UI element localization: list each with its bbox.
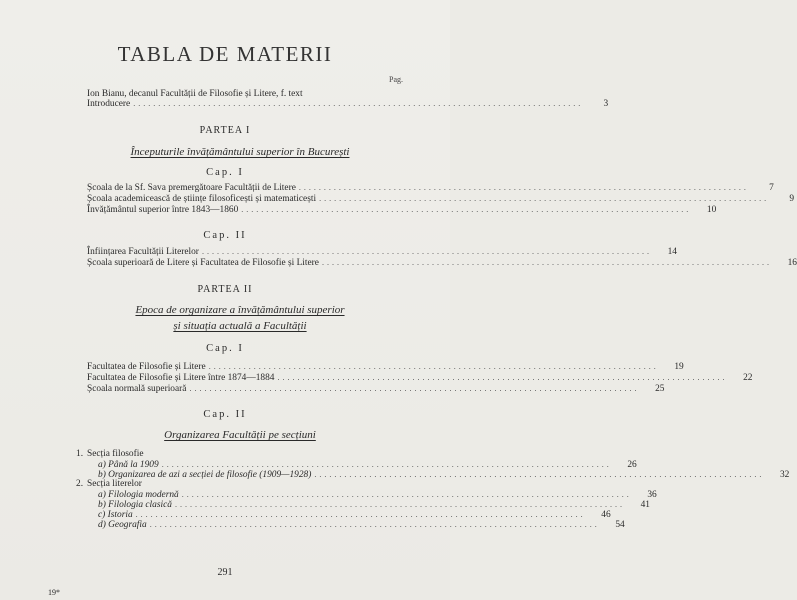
toc-entry — [87, 182, 774, 193]
part-title — [60, 144, 420, 160]
section-number: 1. — [76, 449, 84, 459]
chapter-title-text: Organizarea Facultății pe secțiuni — [164, 429, 316, 441]
toc-entry — [87, 257, 797, 268]
dot-leader: .......................................................................................... — [149, 520, 600, 529]
toc-entry — [87, 361, 684, 372]
toc-entry-label: Facultatea de Filosofie și Litere între 1874—1884 — [87, 373, 275, 383]
chapter-heading: Cap. I — [206, 343, 244, 354]
toc-entry-label: a) Până la 1909 — [98, 460, 159, 470]
dot-leader: .......................................................................................... — [174, 500, 625, 509]
toc-entry-label: Școala de la Sf. Sava premergătoare Facultății de Litere — [87, 183, 296, 193]
toc-entry-label: Școala normală superioară — [87, 384, 187, 394]
dot-leader: .......................................................................................... — [319, 194, 770, 203]
part-title — [60, 302, 420, 334]
toc-entry-page: 26 — [627, 460, 637, 470]
toc-entry-label: Școala academicească de științe filosoficești și matematicești — [87, 194, 317, 204]
dot-leader: .......................................................................................... — [314, 470, 765, 479]
toc-entry-page: 32 — [779, 470, 790, 480]
toc-entry-label: Introducere — [87, 99, 131, 109]
toc-entry — [87, 383, 665, 394]
chapter-heading: Cap. I — [206, 167, 244, 178]
part-title-line-1: Epoca de organizare a învățământului superior — [135, 304, 345, 316]
toc-entry-page: 19 — [674, 362, 684, 372]
dot-leader: .......................................................................................... — [133, 99, 584, 108]
toc-entry — [87, 193, 795, 204]
dot-leader: .......................................................................................... — [189, 384, 640, 393]
toc-entry-label: Învățământul superior între 1843—1860 — [87, 205, 239, 215]
toc-entry — [87, 98, 609, 109]
toc-entry-page: 41 — [640, 500, 650, 510]
toc-entry-label: Școala superioară de Litere și Facultatea de Filosofie și Litere — [87, 258, 319, 268]
section-number: 2. — [76, 479, 84, 489]
toc-entry-page: 10 — [706, 205, 717, 215]
page-title: TABLA DE MATERII — [117, 42, 333, 66]
part-heading: PARTEA I — [199, 125, 251, 136]
dot-leader: .......................................................................................... — [135, 510, 586, 519]
chapter-heading: Cap. II — [203, 230, 247, 241]
page-column-label: Pag. — [389, 75, 403, 84]
toc-entry-page: 22 — [743, 373, 753, 383]
toc-entry-label: Ion Bianu, decanul Facultății de Filosofie și Litere, f. text — [87, 89, 303, 99]
toc-entry-label: Secția filosofie — [87, 449, 144, 459]
toc-entry-label: a) Filologia modernă — [98, 490, 179, 500]
toc-entry-label: c) Istoria — [98, 510, 133, 520]
toc-entry-label: Înființarea Facultății Literelor — [87, 247, 199, 257]
page-number: 291 — [217, 567, 233, 578]
toc-entry-page: 9 — [789, 194, 795, 204]
part-title-text: Începuturile învățământului superior în București — [130, 146, 350, 158]
toc-entry-page: 54 — [615, 520, 625, 530]
toc-entry — [87, 204, 717, 215]
toc-entry — [87, 246, 677, 257]
dot-leader: .......................................................................................... — [321, 258, 772, 267]
toc-entry-page: 36 — [647, 490, 657, 500]
dot-leader: .......................................................................................... — [201, 247, 652, 256]
signature-mark: 19* — [48, 588, 60, 597]
toc-entry-page: 7 — [769, 183, 774, 193]
chapter-heading: Cap. II — [203, 409, 247, 420]
toc-entry — [87, 372, 753, 383]
toc-entry-page: 46 — [601, 510, 611, 520]
dot-leader: .......................................................................................... — [241, 205, 692, 214]
dot-leader: .......................................................................................... — [181, 490, 632, 499]
toc-entry-label: Secția literelor — [87, 479, 142, 489]
chapter-title — [60, 427, 420, 443]
part-heading: PARTEA II — [197, 284, 253, 295]
dot-leader: .......................................................................................... — [277, 373, 728, 382]
toc-entry-label: d) Geografia — [98, 520, 147, 530]
dot-leader: .......................................................................................... — [161, 460, 612, 469]
dot-leader: .......................................................................................... — [298, 183, 749, 192]
toc-entry-label: b) Filologia clasică — [98, 500, 172, 510]
toc-entry-label: b) Organizarea de azi a secției de filosofie (1909—1928) — [98, 470, 312, 480]
toc-entry — [98, 519, 625, 530]
part-title-line-2: și situația actuală a Facultății — [173, 320, 307, 332]
toc-entry-page: 16 — [787, 258, 797, 268]
dot-leader: .......................................................................................... — [208, 362, 659, 371]
toc-entry-page: 14 — [667, 247, 677, 257]
toc-entry-page: 3 — [603, 99, 609, 109]
toc-entry-page: 25 — [655, 384, 665, 394]
toc-entry-label: Facultatea de Filosofie și Litere — [87, 362, 206, 372]
